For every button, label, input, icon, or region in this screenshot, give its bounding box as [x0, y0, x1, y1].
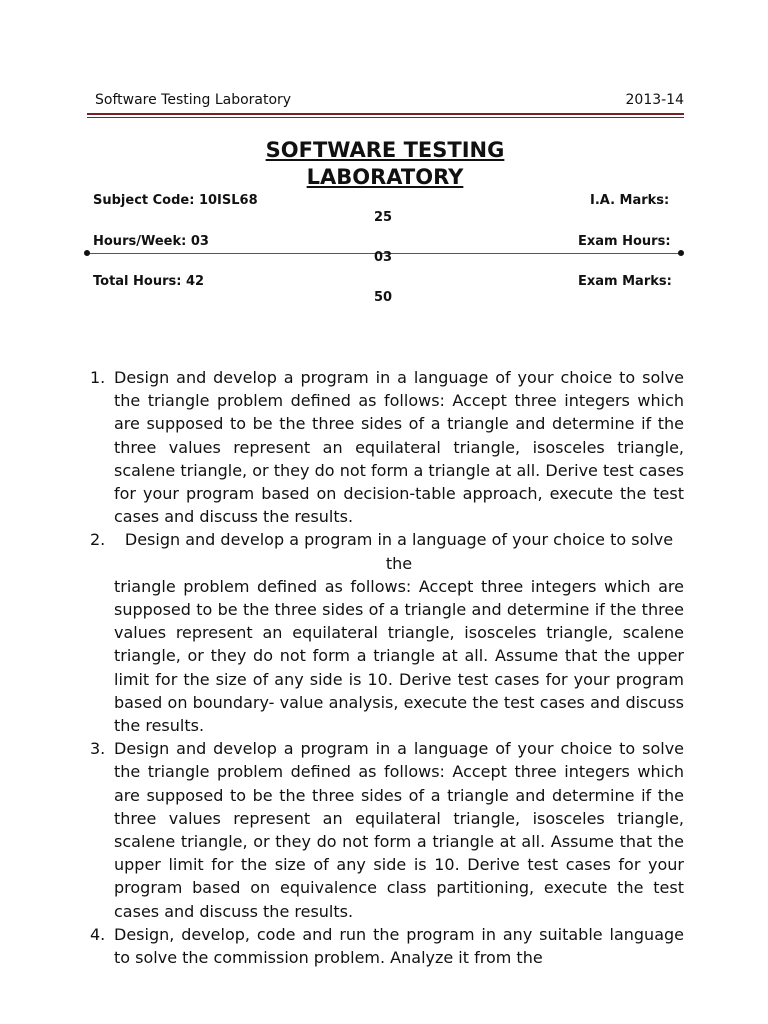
title-line-1: SOFTWARE TESTING: [265, 138, 505, 162]
item-number: 3.: [90, 739, 106, 759]
list-item: [90, 366, 684, 528]
running-header-title: Software Testing Laboratory: [95, 92, 292, 108]
title-line-2: LABORATORY: [306, 165, 464, 189]
list-item: [90, 923, 684, 969]
divider-dot-right: [678, 250, 684, 256]
item-text: triangle problem defined as follows: Accept three integers which are supposed to be the three sides of a triangle and determine if the three values represent an equilateral triangle, isosceles triangle, scalene triangle, or they do not form a triangle at all. Assume that the upper limit for the size of any side is 10. Derive test cases for your program based on boundary- value analysis, execute the test cases and discuss the results.: [114, 576, 684, 736]
item-text: Design and develop a program in a language of your choice to solve the triangle problem defined as follows: Accept three integers which are supposed to be the three sides of a triangle and determine if the three values represent an equilateral triangle, isosceles triangle, scalene triangle, or they do not form a triangle at all. Assume that the upper limit for the size of any side is 10. Derive test cases for your program based on equivalence class partitioning, execute the test cases and discuss the results.: [114, 739, 684, 921]
item-number: 1.: [90, 368, 106, 387]
total-hours: Total Hours: 42: [93, 274, 205, 289]
item-text-first-line: Design and develop a program in a language of your choice to solve the: [124, 530, 674, 573]
hours-week: Hours/Week: 03: [93, 234, 209, 249]
running-header-year: 2013-14: [625, 92, 684, 108]
exam-hours-label: Exam Hours:: [578, 234, 671, 249]
ia-marks-value: 25: [374, 210, 393, 225]
list-item: [90, 737, 684, 923]
exam-marks-label: Exam Marks:: [578, 274, 672, 289]
exam-hours-value: 03: [374, 250, 393, 265]
exercise-list: [90, 366, 684, 969]
exam-marks-value: 50: [374, 290, 393, 305]
item-text: Design, develop, code and run the program in any suitable language to solve the commission problem. Analyze it from the: [114, 924, 684, 968]
item-number: 2.: [90, 530, 106, 550]
list-item: [90, 528, 684, 737]
header-rule: [87, 113, 684, 115]
item-text: Design and develop a program in a language of your choice to solve the triangle problem defined as follows: Accept three integers which are supposed to be the three sides of a triangle and determine if the three values represent an equilateral triangle, isosceles triangle, scalene triangle, or they do not form a triangle at all. Derive test cases for your program based on decision-table approach, execute the test cases and discuss the results.: [114, 368, 684, 527]
subject-code: Subject Code: 10ISL68: [93, 193, 258, 208]
item-number: 4.: [90, 924, 106, 944]
document-title: [0, 137, 768, 191]
divider-dot-left: [84, 250, 90, 256]
header-rule-thin: [87, 117, 684, 118]
ia-marks-label: I.A. Marks:: [590, 193, 670, 208]
